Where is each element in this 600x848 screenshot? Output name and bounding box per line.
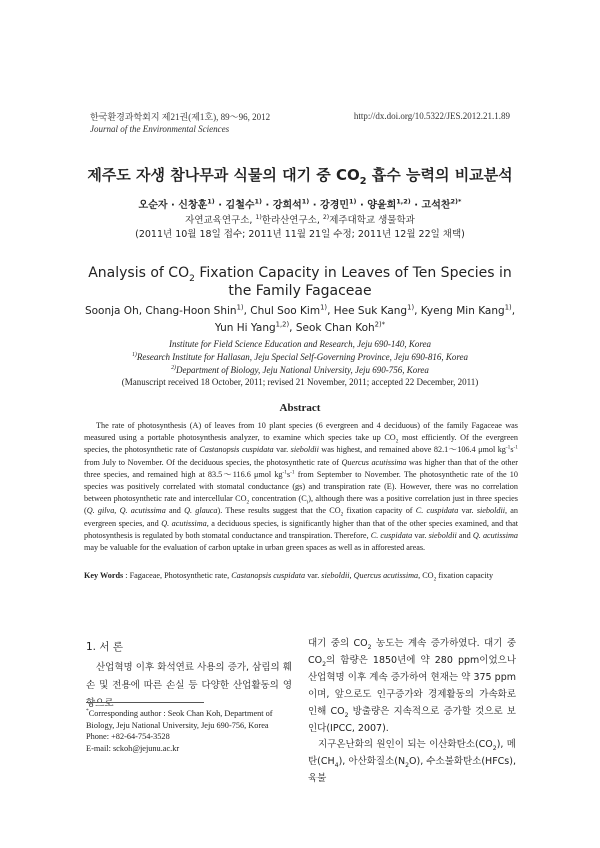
korean-title: 제주도 자생 참나무과 식물의 대기 중 $CO_2$ 흡수 능력의 비교분석 [87, 166, 513, 187]
affiliation-2: $^{1)}$Research Institute for Hallasan, Jeju Special Self-Governing Province, Jeju 690-816, Korea [131, 352, 469, 362]
email-link[interactable]: E-mail: sckoh@jejunu.ac.kr [86, 743, 180, 753]
author: 신창훈 [178, 200, 208, 211]
author: Seok Chan Koh [295, 322, 375, 334]
abstract-body: The rate of photosynthesis (A) of leaves from 10 plant species (6 evergreen and 4 deciduous) of the family Fagaceae was measured using a portable photosynthesis analyzer, to examine which species take up $CO_2$ most efficiently. Of the evergreen species, the photosynthetic rate of Castanopsis cuspidata var. sieboldii was highest, and remained above 82.1～106.4 μmol $kg^{-1}s^{-1}$ from July to November. Of the deciduous species, the photosynthetic rate of Quercus acutissima was higher than that of the other three species, and remained high at 83.5～116.6 μmol $kg^{-1}s^{-1}$ from September to November. The photosynthetic rate of the 10 species was positively correlated with stomatal conductance (gs) and transpiration rate (E). However, there was no correlation between photosynthetic rate and intercellular $CO_2$ concentration $(C_i)$, although there was a positive correlation just in three species (Q. gilva, Q. acutissima and Q. glauca). These results suggest that the $CO_2$ fixation capacity of C. cuspidata var. sieboldii, an evergreen species, and Q. acutissima, a deciduous species, is significantly higher than that of the other species examined, and that photosynthesis is regulated by both stomatal conductance and transpiration. Therefore, C. cuspidata var. sieboldii and Q. acutissima may be valuable for the evaluation of carbon uptake in urban green spaces as well as in afforested areas. [84, 421, 519, 553]
journal-korean: 한국환경과학회지 제21권(제1호), 89～96, 2012 [90, 112, 271, 122]
doi-link[interactable]: http://dx.doi.org/10.5322/JES.2012.21.1.89 [353, 111, 510, 121]
author: Hee Suk Kang [333, 305, 408, 317]
abstract-heading: Abstract [279, 402, 321, 414]
paragraph: 대기 중의 $CO_2$ 농도는 계속 증가하였다. 대기 중 $CO_2$의 함량은 1850년에 약 280 ppm이었으나 산업혁명 이후 계속 증가하여 현재는 약 375 ppm이며, 앞으로도 인구증가와 경제활동의 가속화로 인해 $CO_2$ 방출량은 지속적으로 증가할 것으로 보인다(IPCC, 2007). [308, 638, 517, 734]
corresponding-author-footnote: *Corresponding author : Seok Chan Koh, Department of Biology, Jeju National University, Jeju 690-756, Korea Phone: +82-64-754-3528 E-mail: sckoh@jejunu.ac.kr [86, 708, 296, 754]
author: Yun Hi Yang [214, 322, 276, 334]
author: 양윤희 [367, 200, 397, 211]
author: 김철수 [225, 200, 255, 211]
author: 강희석 [272, 200, 302, 211]
english-title: Analysis of $CO_2$ Fixation Capacity in Leaves of Ten Species in the Family Fagaceae [88, 265, 512, 299]
intro-paragraph-left: 산업혁명 이후 화석연료 사용의 증가, 삼림의 훼손 및 전용에 따른 손실 등 다양한 산업활동의 영향으로 [86, 662, 292, 709]
english-authors: Soonja Oh, Chang-Hoon Shin$^{1)}$, Chul Soo Kim$^{1)}$, Hee Suk Kang$^{1)}$, Kyeng Min Kang$^{1)}$, Yun Hi Yang$^{1,2)}$, Seok Chan Koh$^{2)*}$ [84, 303, 516, 334]
author: 강경민 [320, 200, 350, 211]
journal-english: Journal of the Environmental Sciences [90, 124, 230, 134]
author: Chang-Hoon Shin [145, 305, 237, 317]
section-heading-introduction: 1. 서 론 [86, 641, 123, 653]
korean-affiliations: 자연교육연구소, $^{1)}$한라산연구소, $^{2)}$제주대학교 생물학과 [185, 213, 415, 226]
author: 오순자 [138, 200, 168, 211]
intro-text-right-column [308, 636, 516, 788]
author: 고석찬 [421, 200, 451, 211]
footnote-divider [86, 702, 204, 703]
keywords-label: Key Words [84, 571, 124, 580]
affiliation-1: Institute for Field Science Education and Research, Jeju 690-140, Korea [168, 339, 432, 349]
author: Soonja Oh [84, 305, 139, 317]
korean-authors: 오순자 · 신창훈$^{1)}$ · 김철수$^{1)}$ · 강희석$^{1)}$ · 강경민$^{1)}$ · 양윤희$^{1,2)}$ · 고석찬$^{2)*}$ [138, 197, 462, 211]
affiliation-3: $^{2)}$Department of Biology, Jeju National University, Jeju 690-756, Korea [171, 365, 429, 375]
author: Kyeng Min Kang [420, 305, 505, 317]
korean-dates: (2011년 10월 18일 접수; 2011년 11월 21일 수정; 2011년 12월 22일 채택) [135, 229, 465, 240]
keywords: Key Words : Fagaceae, Photosynthetic rate, Castanopsis cuspidata var. sieboldii, Quercus acutissima, $CO_2$ fixation capacity [84, 571, 494, 583]
author: Chul Soo Kim [250, 305, 321, 317]
manuscript-dates: (Manuscript received 18 October, 2011; revised 21 November, 2011; accepted 22 December, 2011) [121, 377, 479, 387]
journal-citation [90, 111, 270, 135]
paragraph: 지구온난화의 원인이 되는 이산화탄소$(CO_2)$, 메탄$(CH_4)$, 아산화질소$(N_2O)$, 수소불화탄소(HFCs), 육불 [308, 739, 516, 785]
